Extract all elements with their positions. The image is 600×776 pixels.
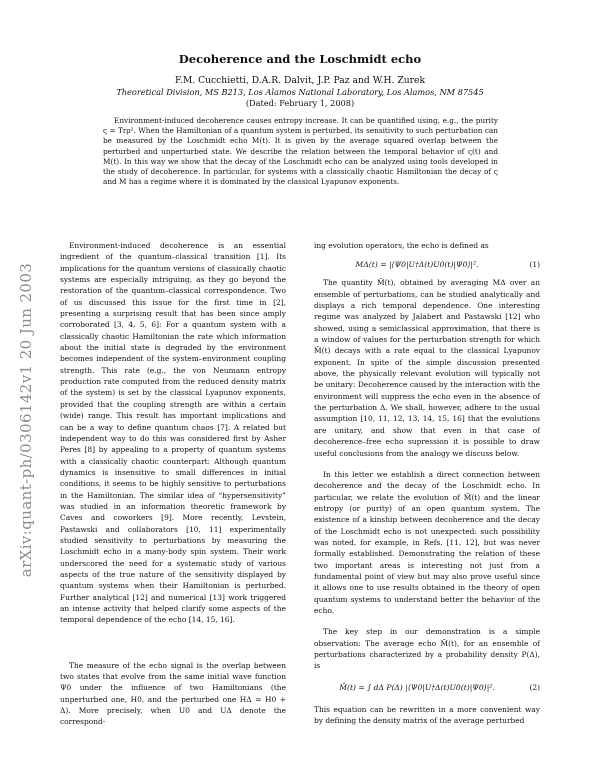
right-paragraph-1: ing evolution operators, the echo is defined as xyxy=(314,241,489,250)
abstract: Environment-induced decoherence causes entropy increase. It can be quantified using, e.g., the purity ς = Trρ². When the Hamiltonian of a quantum system is perturbed, its sensitivity to such perturbation can be measured by the Loschmidt echo M(t). It is given by the average squared overlap between the perturbed and unperturbed state. We describe the relation between the temporal behavior of ς(t) and M(t). In this way we show that the decay of the Loschmidt echo can be analyzed using tools developed in the study of decoherence. In particular, for systems with a classically chaotic Hamiltonian the decay of ς and M has a regime where it is dominated by the classical Lyapunov exponents. xyxy=(103,116,498,187)
right-paragraph-4: The key step in our demonstration is a simple observation: The average echo M̄(t), for an ensemble of perturbations characterized by a probability density P(Δ), is xyxy=(314,627,540,671)
equation-2-body: M̄(t) = ∫ dΔ P(Δ) |⟨Ψ0|U†Δ(t)U0(t)|Ψ0⟩|². xyxy=(339,683,495,693)
equation-1-number: (1) xyxy=(529,259,540,269)
arxiv-stamp xyxy=(6,190,46,650)
date-line: (Dated: February 1, 2008) xyxy=(245,98,355,108)
authors: F.M. Cucchietti, D.A.R. Dalvit, J.P. Paz and W.H. Zurek xyxy=(174,75,426,86)
left-paragraph-2: The measure of the echo signal is the overlap between two states that evolve from the same initial wave function Ψ0 under the influence of two Hamiltonians (the unperturbed one, H0, and the perturbed one HΔ = H0 + Δ). More precisely, when U0 and UΔ denote the correspond- xyxy=(60,660,286,727)
right-paragraph-5: This equation can be rewritten in a more convenient way by defining the density matrix of the average perturbed xyxy=(314,704,540,726)
left-column xyxy=(60,240,286,728)
equation-2 xyxy=(314,672,540,704)
equation-1 xyxy=(314,251,540,277)
equation-1-body: MΔ(t) = |⟨Ψ0|U†Δ(t)U0(t)|Ψ0⟩|². xyxy=(355,259,479,269)
right-paragraph-2: The quantity M̄(t), obtained by averaging MΔ over an ensemble of perturbations, can be studied analytically and displays a rich temporal dependence. One interesting regime was analyzed by Jalabert and Pastawski [12] who showed, using a semiclassical approximation, that there is a window of values for the perturbation strength for which M̄(t) decays with a rate equal to the classical Lyapunov exponent. In spite of the simple discussion presented above, the physically relevant evolution will typically not be unitary: Decoherence caused by the interaction with the environment will suppress the echo even in the absence of the perturbation Δ. We shall, however, adhere to the usual assumption [10, 11, 12, 13, 14, 15, 16] that the evolutions are unitary, and show that even in that case of decoherence–free echo supression it is possible to draw useful conclusions from the analogy we discuss below. xyxy=(314,278,540,458)
equation-2-number: (2) xyxy=(529,683,540,693)
right-column xyxy=(314,240,540,726)
paper-title: Decoherence and the Loschmidt echo xyxy=(178,52,422,66)
affiliation: Theoretical Division, MS B213, Los Alamos National Laboratory, Los Alamos, NM 87545 xyxy=(116,87,484,97)
right-paragraph-3: In this letter we establish a direct connection between decoherence and the decay of the Loschmidt echo. In particular, we relate the evolution of M̄(t) and the linear entropy (or purity) of an open quantum system. The existence of a kinship between decoherence and the decay of the Loschmidt echo is not unexpected: such possibility was noted, for example, in Refs. [11, 12], but was never formally established. Demonstrating the relation of these two important areas is interesting not just from a fundamental point of view but may also prove useful since it allows one to use results obtained in the theory of open quantum systems to understand better the behavior of the echo. xyxy=(314,469,540,615)
left-paragraph-1: Environment-induced decoherence is an essential ingredient of the quantum–classical transition [1]. Its implications for the quantum versions of classically chaotic systems are especially intriguing, as they go beyond the restoration of the quantum–classical correspondence. Two of us discussed this issue for the first time in [2], presenting a surprising result that has been since amply corroborated [3, 4, 5, 6]: For a quantum system with a classically chaotic Hamiltonian the rate which information about the initial state is degraded by the environment becomes independent of the system–environment coupling strength. This rate (e.g., the von Neumann entropy production rate computed from the reduced density matrix of the system) is set by the classical Lyapunov exponents, provided that the coupling strength are within a certain (wide) range. This result has important implications and can be a way to define quantum chaos [7]. A related but independent way to do this was considered first by Asher Peres [8] by appealing to a property of quantum systems with a classically chaotic counterpart: Although quantum dynamics is insensitive to small differences in initial conditions, it seems to be highly sensitive to perturbations in the Hamiltonian. The similar idea of “hypersensitivity” was studied in an information theoretic framework by Caves and coworkers [9]. More recently, Levstein, Pastawski and collaborators [10, 11] experimentally studied sensitivity to perturbations by measuring the Loschmidt echo in a many-body spin system. Their work underscored the need for a systematic study of various aspects of the true nature of the sensitivity displayed by quantum systems when their Hamiltonian is perturbed. Further analytical [12] and numerical [13] work triggered an intense activity that helped clarify some aspects of the temporal dependence of the echo [14, 15, 16]. xyxy=(60,241,286,625)
arxiv-id: arXiv:quant-ph/0306142v1 20 Jun 2003 xyxy=(17,262,35,578)
